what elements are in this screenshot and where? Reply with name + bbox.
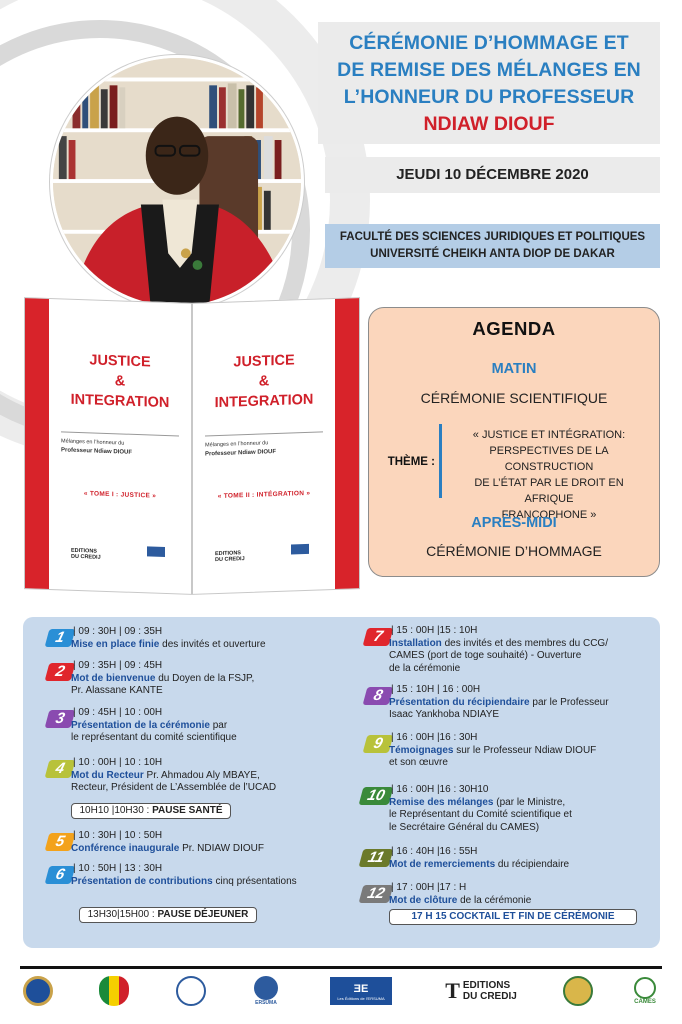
fsjp-logo xyxy=(22,974,54,1008)
book-title xyxy=(193,349,335,414)
agenda-panel xyxy=(368,307,660,577)
credij-line: EDITIONS xyxy=(462,980,511,991)
item-text: des invités et des membres du CCG/ xyxy=(441,637,608,649)
pause-label: PAUSE DÉJEUNER xyxy=(157,909,249,920)
book-subtitle xyxy=(61,437,132,457)
item-text: du Doyen de la FSJP, xyxy=(155,672,255,684)
ersuma-editions-label: Les Éditions de l’ERSUMA xyxy=(337,995,385,1001)
item-highlight: Mot de bienvenue xyxy=(71,672,156,684)
ucad-logo xyxy=(562,974,594,1008)
item-text-2: le représentant du comité scientifique xyxy=(71,732,237,743)
ersuma-logo xyxy=(147,546,165,557)
book-title-line: JUSTICE xyxy=(233,352,295,371)
ucad-seal-icon xyxy=(563,976,593,1006)
item-highlight: Conférence inaugurale xyxy=(71,842,180,854)
book-subtitle-line: Mélanges en l’honneur du xyxy=(61,438,125,447)
publisher-line: EDITIONS xyxy=(215,550,241,558)
item-text-2: Recteur, Président de L’Assemblée de l’UCAD xyxy=(71,782,277,793)
schedule-item xyxy=(71,863,351,888)
item-highlight: Mot du Recteur xyxy=(71,769,144,781)
ee-mark-icon: ƎE xyxy=(353,982,369,995)
afternoon-event: CÉRÉMONIE D’HOMMAGE xyxy=(426,543,602,559)
globe-icon xyxy=(176,976,206,1006)
item-text: cinq présentations xyxy=(212,875,297,887)
book-title-line: INTEGRATION xyxy=(70,391,170,412)
ersuma-logo xyxy=(291,544,309,555)
morning-heading: MATIN xyxy=(491,361,537,377)
book-author: Professeur Ndiaw DIOUF xyxy=(61,447,133,456)
closing-badge: 17 H 15 COCKTAIL ET FIN DE CÉRÉMONIE xyxy=(389,909,637,925)
credij-logo xyxy=(215,550,245,563)
item-text: (par le Ministre, xyxy=(493,796,566,808)
item-text: des invités et ouverture xyxy=(159,638,266,650)
item-time: | 09 : 35H | 09 : 45H xyxy=(73,660,163,671)
credij-logo xyxy=(71,548,101,561)
item-time: | 10 : 50H | 13 : 30H xyxy=(73,863,163,874)
item-number: 11 xyxy=(359,849,394,867)
pause-time: 10H10 |10H30 : xyxy=(79,805,153,816)
schedule-item xyxy=(389,846,651,871)
editions-credij-logo xyxy=(436,974,526,1008)
item-time: | 17 : 00H |17 : H xyxy=(391,882,467,893)
publisher-line: DU CREDIJ xyxy=(71,553,101,561)
professor-portrait xyxy=(50,55,304,309)
title-line-2: DE REMISE DES MÉLANGES EN xyxy=(337,59,641,81)
item-highlight: Présentation du récipiendaire xyxy=(389,696,530,708)
book-author: Professeur Ndiaw DIOUF xyxy=(205,448,277,458)
item-text-2: Pr. Alassane KANTE xyxy=(71,685,163,696)
book-title xyxy=(49,349,191,414)
book-subtitle xyxy=(205,439,276,459)
item-text-3: le Secrétaire Général du CAMES) xyxy=(389,821,540,833)
publisher-line: EDITIONS xyxy=(71,547,97,555)
item-text-2: Isaac Yankhoba NDIAYE xyxy=(389,709,500,720)
afternoon-heading: APRÈS-MIDI xyxy=(471,515,557,531)
publisher-line: DU CREDIJ xyxy=(215,556,245,564)
schedule-item xyxy=(389,732,651,770)
theme-accent-bar xyxy=(439,424,442,498)
ersuma-logo-footer xyxy=(248,974,284,1008)
item-number: 12 xyxy=(359,885,394,903)
schedule-item xyxy=(389,784,651,834)
item-number: 8 xyxy=(363,687,394,705)
book-spine xyxy=(25,298,49,589)
item-number: 1 xyxy=(45,629,76,647)
schedule-item xyxy=(71,830,341,855)
item-text-2: et son œuvre xyxy=(389,757,448,768)
ceremony-title xyxy=(318,22,660,144)
theme-text xyxy=(449,427,649,523)
book-divider xyxy=(61,431,179,436)
schedule-item xyxy=(389,625,651,675)
arms-icon xyxy=(99,976,129,1006)
book-tome: « TOME I : JUSTICE » xyxy=(83,490,157,500)
item-time: | 16 : 40H |16 : 55H xyxy=(391,846,478,857)
credij-text xyxy=(463,980,517,1002)
ohada-logo xyxy=(175,974,207,1008)
item-number: 9 xyxy=(363,735,394,753)
book-title-line: JUSTICE xyxy=(89,352,151,371)
item-highlight: Mot de clôture xyxy=(389,894,458,906)
senegal-arms-logo xyxy=(98,974,130,1008)
event-date: JEUDI 10 DÉCEMBRE 2020 xyxy=(325,157,660,193)
item-highlight: Mot de remerciements xyxy=(389,858,496,870)
item-text: du récipiendaire xyxy=(495,858,570,870)
book-title-line: INTEGRATION xyxy=(214,391,314,412)
schedule-panel xyxy=(23,617,660,948)
item-text-3: de la cérémonie xyxy=(389,662,461,674)
footer-divider xyxy=(20,966,662,969)
credij-t-icon: T xyxy=(445,978,460,1003)
agenda-title: AGENDA xyxy=(472,318,556,339)
item-highlight: Mise en place finie xyxy=(71,638,160,650)
schedule-item xyxy=(389,882,651,907)
cames-icon xyxy=(634,977,656,999)
ersuma-label: ERSUMA xyxy=(255,1000,277,1006)
item-highlight: Présentation de la cérémonie xyxy=(71,719,210,731)
item-text-2: CAMES (port de toge souhaité) - Ouverture xyxy=(389,650,582,661)
book-tome-2 xyxy=(192,297,360,595)
item-highlight: Témoignages xyxy=(389,744,454,756)
pause-sante-badge xyxy=(71,803,231,819)
book-divider xyxy=(205,431,323,436)
item-time: | 09 : 30H | 09 : 35H xyxy=(73,626,163,637)
item-number: 7 xyxy=(363,628,394,646)
theme-label: THÈME : xyxy=(387,456,435,468)
item-time: | 15 : 00H |15 : 10H xyxy=(391,625,478,636)
schedule-item xyxy=(71,707,341,745)
item-highlight: Présentation de contributions xyxy=(71,875,213,887)
item-time: | 15 : 10H | 16 : 00H xyxy=(391,684,481,695)
pause-time: 13H30|15H00 : xyxy=(87,909,158,920)
item-highlight: Installation xyxy=(389,637,442,649)
book-spine xyxy=(335,298,359,589)
theme-line: DE L’ÉTAT PAR LE DROIT EN AFRIQUE xyxy=(474,477,624,505)
item-text-2: le Représentant du Comité scientifique et xyxy=(389,809,572,820)
item-time: | 16 : 00H |16 : 30H xyxy=(391,732,478,743)
schedule-item xyxy=(389,684,651,722)
fsjp-seal-icon xyxy=(23,976,53,1006)
schedule-item xyxy=(71,660,341,698)
book-covers xyxy=(24,300,364,592)
item-time: | 10 : 30H | 10 : 50H xyxy=(73,830,163,841)
faculty-box xyxy=(325,224,660,268)
ersuma-icon xyxy=(254,976,278,1000)
university-name: UNIVERSITÉ CHEIKH ANTA DIOP DE DAKAR xyxy=(370,248,615,260)
item-text: Pr. NDIAW DIOUF xyxy=(179,842,264,854)
item-time: | 09 : 45H | 10 : 00H xyxy=(73,707,163,718)
book-tome-1 xyxy=(24,297,192,595)
book-title-line: & xyxy=(258,373,270,390)
book-title-line: & xyxy=(114,373,126,390)
item-text: par le Professeur xyxy=(529,696,609,708)
faculty-name: FACULTÉ DES SCIENCES JURIDIQUES ET POLITIQUES xyxy=(339,231,646,243)
item-highlight: Remise des mélanges xyxy=(389,796,494,808)
book-subtitle-line: Mélanges en l’honneur du xyxy=(205,440,269,449)
cames-label: CAMES xyxy=(634,999,656,1005)
title-line-3: L’HONNEUR DU PROFESSEUR xyxy=(343,86,635,108)
title-line-1: CÉRÉMONIE D’HOMMAGE ET xyxy=(349,32,629,54)
item-number: 3 xyxy=(45,710,76,728)
cames-logo xyxy=(628,974,662,1008)
item-number: 4 xyxy=(45,760,76,778)
honoree-name: NDIAW DIOUF xyxy=(423,113,555,135)
credij-line: DU CREDIJ xyxy=(462,991,517,1002)
schedule-item xyxy=(71,757,351,795)
theme-line: FRANCOPHONE » xyxy=(501,509,597,521)
ersuma-editions-logo xyxy=(330,977,392,1005)
item-time: | 16 : 00H |16 : 30H10 xyxy=(391,784,489,795)
theme-line: « JUSTICE ET INTÉGRATION: xyxy=(472,429,626,441)
item-text: par xyxy=(209,719,228,731)
item-text: Pr. Ahmadou Aly MBAYE, xyxy=(143,769,260,781)
item-text: de la cérémonie xyxy=(457,894,532,906)
theme-line: PERSPECTIVES DE LA CONSTRUCTION xyxy=(489,445,609,473)
item-number: 6 xyxy=(45,866,76,884)
item-text: sur le Professeur Ndiaw DIOUF xyxy=(453,744,597,756)
book-tome: « TOME II : INTÉGRATION » xyxy=(217,489,311,501)
pause-label: PAUSE SANTÉ xyxy=(152,805,223,816)
morning-event: CÉRÉMONIE SCIENTIFIQUE xyxy=(420,390,608,406)
pause-dejeuner-badge xyxy=(79,907,257,923)
item-number: 2 xyxy=(45,663,76,681)
item-time: | 10 : 00H | 10 : 10H xyxy=(73,757,163,768)
item-number: 10 xyxy=(359,787,394,805)
schedule-item xyxy=(71,626,341,651)
item-number: 5 xyxy=(45,833,76,851)
